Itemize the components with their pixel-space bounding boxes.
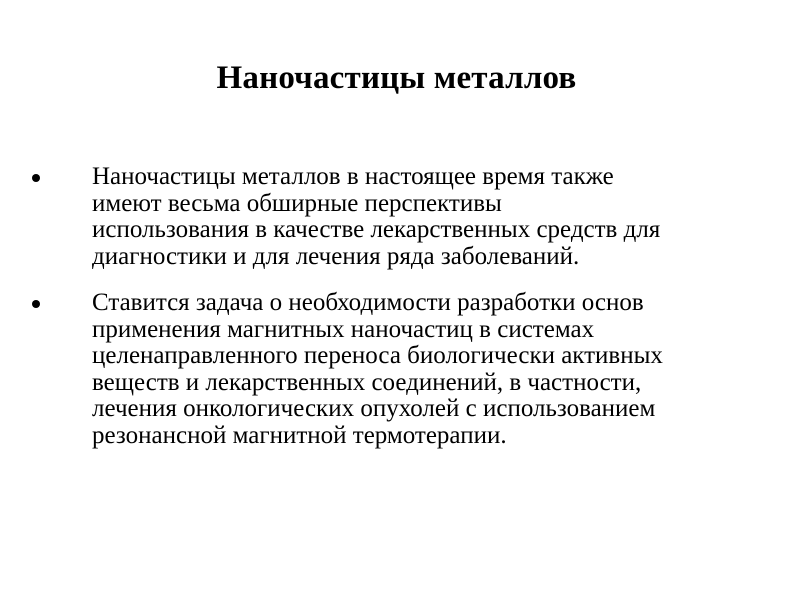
bullet-list: [30, 164, 750, 469]
bullet-line: применения магнитных наночастиц в системах: [92, 315, 595, 343]
bullet-item: [30, 164, 750, 270]
bullet-line: использования в качестве лекарственных средств для: [92, 216, 661, 243]
bullet-line: имеют весьма обширные перспективы: [92, 189, 502, 217]
bullet-line: целенаправленного переноса биологически активных: [92, 342, 663, 369]
bullet-line: Ставится задача о необходимости разработки основ: [92, 289, 644, 316]
bullet-line: Наночастицы металлов в настоящее время также: [92, 163, 614, 190]
bullet-line: диагностики и для лечения ряда заболеваний.: [92, 242, 580, 270]
bullet-line: веществ и лекарственных соединений, в частности,: [92, 368, 642, 396]
bullet-item: [30, 290, 750, 449]
bullet-line: лечения онкологических опухолей с использованием: [92, 395, 656, 422]
slide-title: Наночастицы металлов: [216, 60, 577, 96]
bullet-dot-icon: [32, 174, 40, 182]
bullet-dot-icon: [32, 300, 40, 308]
bullet-line: резонансной магнитной термотерапии.: [92, 421, 507, 449]
